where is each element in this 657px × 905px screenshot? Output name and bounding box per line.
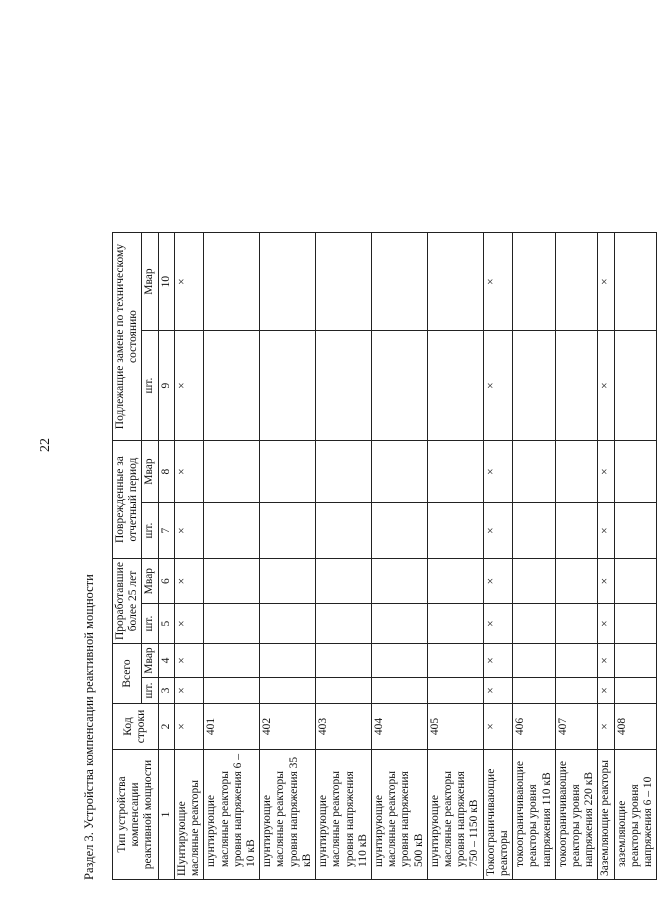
value-cell[interactable] <box>614 441 657 503</box>
value-cell[interactable] <box>260 644 316 678</box>
value-cell[interactable]: × <box>174 441 203 503</box>
value-cell[interactable] <box>555 233 598 331</box>
section-title: Раздел 3. Устройства компенсации реактивной мощности <box>82 574 96 880</box>
value-cell[interactable] <box>513 441 556 503</box>
value-cell[interactable] <box>427 678 483 704</box>
value-cell[interactable]: × <box>483 441 512 503</box>
column-number: 9 <box>158 331 174 441</box>
row-code-cell: 405 <box>427 704 483 750</box>
value-cell[interactable] <box>513 678 556 704</box>
value-cell[interactable] <box>614 678 657 704</box>
table-row <box>260 233 316 880</box>
value-cell[interactable] <box>614 331 657 441</box>
table-row <box>316 233 372 880</box>
table-row <box>204 233 260 880</box>
value-cell[interactable] <box>371 604 427 644</box>
value-cell[interactable]: × <box>174 331 203 441</box>
value-cell[interactable] <box>204 678 260 704</box>
reactive-compensation-table <box>112 232 657 880</box>
value-cell[interactable] <box>614 604 657 644</box>
unit-pcs: шт. <box>142 604 158 644</box>
value-cell[interactable]: × <box>483 233 512 331</box>
value-cell[interactable] <box>555 678 598 704</box>
value-cell[interactable] <box>371 503 427 559</box>
value-cell[interactable]: × <box>174 233 203 331</box>
unit-mvar: Мвар <box>142 644 158 678</box>
value-cell[interactable]: × <box>598 441 614 503</box>
value-cell[interactable] <box>371 233 427 331</box>
column-number: 6 <box>158 559 174 604</box>
table-row <box>598 233 614 880</box>
value-cell[interactable] <box>204 559 260 604</box>
row-code-cell: 406 <box>513 704 556 750</box>
value-cell[interactable]: × <box>483 331 512 441</box>
row-type-cell: шунтирующие масляные реакторы уровня напряжения 35 кВ <box>260 750 316 880</box>
value-cell[interactable] <box>371 644 427 678</box>
value-cell[interactable]: × <box>483 559 512 604</box>
value-cell[interactable]: × <box>483 644 512 678</box>
value-cell[interactable]: × <box>174 559 203 604</box>
value-cell[interactable] <box>371 559 427 604</box>
value-cell[interactable] <box>614 644 657 678</box>
column-number: 4 <box>158 644 174 678</box>
row-type-cell: токоограничивающие реакторы уровня напряжения 110 кВ <box>513 750 556 880</box>
value-cell[interactable]: × <box>598 604 614 644</box>
value-cell[interactable]: × <box>174 604 203 644</box>
value-cell[interactable]: × <box>598 678 614 704</box>
value-cell[interactable] <box>513 331 556 441</box>
value-cell[interactable] <box>371 331 427 441</box>
row-code-cell: 408 <box>614 704 657 750</box>
value-cell[interactable] <box>204 604 260 644</box>
value-cell[interactable]: × <box>598 503 614 559</box>
value-cell[interactable] <box>614 503 657 559</box>
value-cell[interactable]: × <box>598 559 614 604</box>
page-number: 22 <box>38 438 53 452</box>
value-cell[interactable] <box>555 441 598 503</box>
value-cell[interactable] <box>614 233 657 331</box>
value-cell[interactable] <box>316 233 372 331</box>
row-code-cell: 407 <box>555 704 598 750</box>
header-type: Тип устройства компенсации реактивной мощности <box>113 750 159 880</box>
value-cell[interactable] <box>614 559 657 604</box>
column-number: 1 <box>158 750 174 880</box>
row-code-cell: 401 <box>204 704 260 750</box>
row-type-cell: Заземляющие реакторы <box>598 750 614 880</box>
value-cell[interactable] <box>371 441 427 503</box>
row-type-cell: заземляющие реакторы уровня напряжения 6 – 10 <box>614 750 657 880</box>
value-cell[interactable] <box>427 233 483 331</box>
value-cell[interactable] <box>260 331 316 441</box>
value-cell[interactable]: × <box>598 233 614 331</box>
value-cell[interactable] <box>316 644 372 678</box>
value-cell[interactable] <box>260 233 316 331</box>
unit-mvar: Мвар <box>142 441 158 503</box>
row-type-cell: шунтирующие масляные реакторы уровня напряжения 750 – 1150 кВ <box>427 750 483 880</box>
value-cell[interactable]: × <box>483 604 512 644</box>
value-cell[interactable] <box>316 678 372 704</box>
value-cell[interactable] <box>555 503 598 559</box>
header-over25: Проработавшие более 25 лет <box>113 559 142 644</box>
unit-pcs: шт. <box>142 503 158 559</box>
value-cell[interactable] <box>316 503 372 559</box>
row-code-cell: 404 <box>371 704 427 750</box>
column-number: 10 <box>158 233 174 331</box>
value-cell[interactable] <box>316 441 372 503</box>
value-cell[interactable] <box>427 503 483 559</box>
value-cell[interactable] <box>427 331 483 441</box>
row-code-cell: 403 <box>316 704 372 750</box>
row-code-cell: × <box>598 704 614 750</box>
column-number: 2 <box>158 704 174 750</box>
value-cell[interactable] <box>316 559 372 604</box>
value-cell[interactable] <box>555 331 598 441</box>
table-row <box>513 233 556 880</box>
value-cell[interactable]: × <box>174 503 203 559</box>
value-cell[interactable]: × <box>174 678 203 704</box>
row-type-cell: Шунтирующие масляные реакторы <box>174 750 203 880</box>
value-cell[interactable] <box>427 604 483 644</box>
value-cell[interactable] <box>260 678 316 704</box>
header-damaged: Поврежденные за отчетный период <box>113 441 142 559</box>
value-cell[interactable] <box>316 331 372 441</box>
value-cell[interactable]: × <box>483 503 512 559</box>
column-number: 7 <box>158 503 174 559</box>
table-row <box>427 233 483 880</box>
unit-mvar: Мвар <box>142 559 158 604</box>
header-code: Код строки <box>113 704 159 750</box>
value-cell[interactable] <box>204 331 260 441</box>
value-cell[interactable] <box>513 233 556 331</box>
row-type-cell: шунтирующие масляные реакторы уровня напряжения 500 кВ <box>371 750 427 880</box>
row-type-cell: шунтирующие масляные реакторы уровня напряжения 6 – 10 кВ <box>204 750 260 880</box>
column-number: 3 <box>158 678 174 704</box>
value-cell[interactable] <box>555 559 598 604</box>
unit-pcs: шт. <box>142 678 158 704</box>
value-cell[interactable] <box>513 559 556 604</box>
value-cell[interactable] <box>260 441 316 503</box>
value-cell[interactable] <box>260 559 316 604</box>
header-replace: Подлежащие замене по техническому состоянию <box>113 233 142 441</box>
value-cell[interactable] <box>427 441 483 503</box>
column-number-row <box>158 233 174 880</box>
table-body <box>174 233 656 880</box>
value-cell[interactable]: × <box>598 331 614 441</box>
value-cell[interactable] <box>513 604 556 644</box>
unit-pcs: шт. <box>142 331 158 441</box>
table-row <box>174 233 203 880</box>
row-code-cell: × <box>483 704 512 750</box>
table-row <box>614 233 657 880</box>
row-type-cell: Токоограничивающие реакторы <box>483 750 512 880</box>
row-code-cell: 402 <box>260 704 316 750</box>
row-type-cell: токоограничивающие реакторы уровня напряжения 220 кВ <box>555 750 598 880</box>
header-total: Всего <box>113 644 142 704</box>
value-cell[interactable] <box>513 503 556 559</box>
value-cell[interactable]: × <box>598 644 614 678</box>
value-cell[interactable] <box>427 559 483 604</box>
table-row <box>371 233 427 880</box>
row-code-cell: × <box>174 704 203 750</box>
value-cell[interactable] <box>204 233 260 331</box>
rotated-page <box>80 40 655 880</box>
table-row <box>555 233 598 880</box>
unit-mvar: Мвар <box>142 233 158 331</box>
value-cell[interactable] <box>427 644 483 678</box>
value-cell[interactable] <box>371 678 427 704</box>
header-row-1 <box>113 233 142 880</box>
value-cell[interactable] <box>260 503 316 559</box>
column-number: 8 <box>158 441 174 503</box>
value-cell[interactable] <box>204 644 260 678</box>
value-cell[interactable] <box>204 503 260 559</box>
column-number: 5 <box>158 604 174 644</box>
row-type-cell: шунтирующие масляные реакторы уровня напряжения 110 кВ <box>316 750 372 880</box>
value-cell[interactable]: × <box>174 644 203 678</box>
value-cell[interactable] <box>204 441 260 503</box>
value-cell[interactable] <box>555 604 598 644</box>
value-cell[interactable] <box>513 644 556 678</box>
value-cell[interactable] <box>260 604 316 644</box>
value-cell[interactable]: × <box>483 678 512 704</box>
table-row <box>483 233 512 880</box>
value-cell[interactable] <box>555 644 598 678</box>
value-cell[interactable] <box>316 604 372 644</box>
